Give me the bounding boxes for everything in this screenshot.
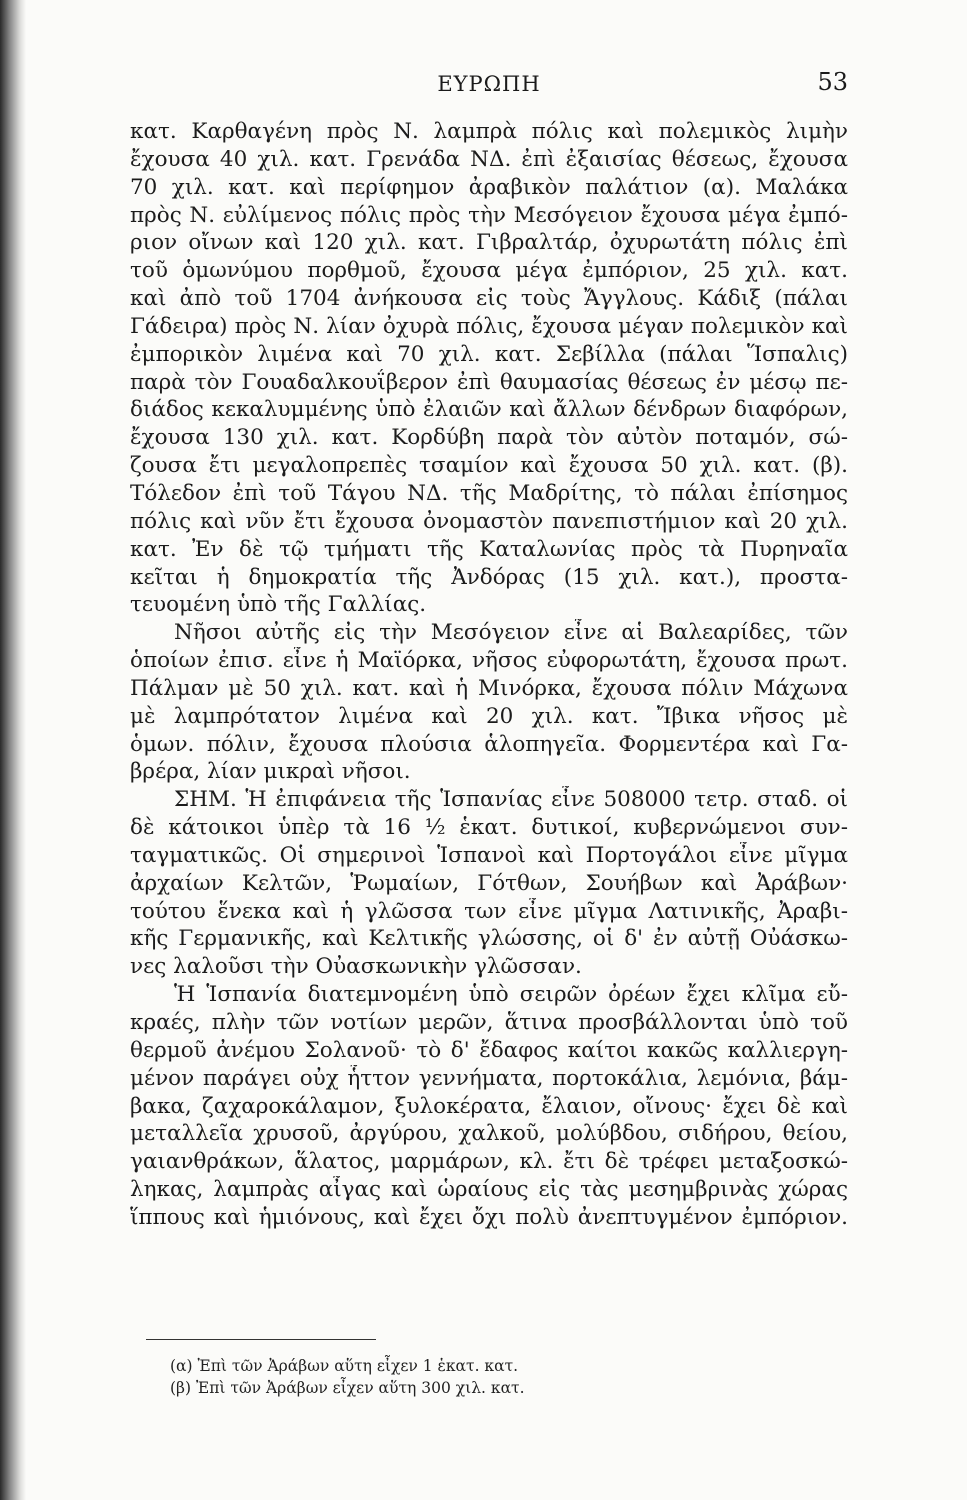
- running-head: [130, 68, 848, 102]
- text-line: ληκας, λαμπρὰς αἶγας καὶ ὡραίους εἰς τὰς μεσημβρινὰς χώρας: [130, 1177, 848, 1203]
- text-line: Πάλμαν μὲ 50 χιλ. κατ. καὶ ἡ Μινόρκα, ἔχουσα πόλιν Μάχωνα: [130, 675, 848, 701]
- text-line: κεῖται ἡ δημοκρατία τῆς Ἀνδόρας (15 χιλ. κατ.), προστα-: [130, 564, 848, 590]
- text-line: καὶ ἀπὸ τοῦ 1704 ἀνήκουσα εἰς τοὺς Ἄγγλους. Κάδιξ (πάλαι: [130, 286, 848, 312]
- text-line: ἔχουσα 40 χιλ. κατ. Γρενάδα ΝΔ. ἐπὶ ἐξαισίας θέσεως, ἔχουσα: [130, 146, 848, 172]
- text-line: ζουσα ἔτι μεγαλοπρεπὲς τσαμίον καὶ ἔχουσα 50 χιλ. κατ. (β).: [130, 453, 848, 479]
- text-line: Γάδειρα) πρὸς Ν. λίαν ὀχυρὰ πόλις, ἔχουσα μέγαν πολεμικὸν καὶ: [130, 313, 848, 339]
- text-line: μένον παράγει οὐχ ἧττον γεννήματα, πορτοκάλια, λεμόνια, βάμ-: [130, 1065, 848, 1091]
- text-line: κραές, πλὴν τῶν νοτίων μερῶν, ἅτινα προσβάλλονται ὑπὸ τοῦ: [130, 1010, 848, 1035]
- page-title: ΕΥΡΩΠΗ: [437, 72, 541, 96]
- text-line: παρὰ τὸν Γουαδαλκουΐβερον ἐπὶ θαυμασίας θέσεως ἐν μέσῳ πε-: [130, 369, 848, 395]
- page-number: 53: [817, 68, 848, 96]
- text-line: Ἡ Ἱσπανία διατεμνομένη ὑπὸ σειρῶν ὀρέων ἔχει κλῖμα εὔ-: [174, 982, 848, 1008]
- footnote-a: (α) Ἐπὶ τῶν Ἀράβων αὕτη εἶχεν 1 ἑκατ. κατ.: [170, 1357, 519, 1375]
- footnote-b: (β) Ἐπὶ τῶν Ἀράβων εἶχεν αὕτη 300 χιλ. κατ.: [170, 1379, 525, 1397]
- text-line: Νῆσοι αὐτῆς εἰς τὴν Μεσόγειον εἶνε αἱ Βαλεαρίδες, τῶν: [174, 620, 848, 646]
- text-line: κατ. Καρθαγένη πρὸς Ν. λαμπρὰ πόλις καὶ πολεμικὸς λιμὴν: [130, 119, 848, 144]
- text-line: τευομένη ὑπὸ τῆς Γαλλίας.: [130, 592, 427, 618]
- text-line: ριον οἴνων καὶ 120 χιλ. κατ. Γιβραλτάρ, ὀχυρωτάτη πόλις ἐπὶ: [130, 230, 848, 256]
- text-line: ἵππους καὶ ἡμιόνους, καὶ ἔχει ὄχι πολὺ ἀνεπτυγμένον ἐμπόριον.: [130, 1204, 848, 1230]
- footnote-rule: [146, 1339, 376, 1340]
- text-line: βρέρα, λίαν μικραὶ νῆσοι.: [130, 759, 411, 785]
- text-line: διάδος κεκαλυμμένης ὑπὸ ἐλαιῶν καὶ ἄλλων δένδρων διαφόρων,: [130, 397, 848, 423]
- text-line: δὲ κάτοικοι ὑπὲρ τὰ 16 ½ ἑκατ. δυτικοί, κυβερνώμενοι συν-: [130, 815, 848, 841]
- text-line: κῆς Γερμανικῆς, καὶ Κελτικῆς γλώσσης, οἱ δ' ἐν αὐτῇ Οὐάσκω-: [130, 926, 848, 952]
- text-line: κατ. Ἐν δὲ τῷ τμήματι τῆς Καταλωνίας πρὸς τὰ Πυρηναῖα: [130, 536, 848, 562]
- text-line: ἔχουσα 130 χιλ. κατ. Κορδύβη παρὰ τὸν αὐτὸν ποταμόν, σώ-: [130, 425, 848, 451]
- text-line: πόλις καὶ νῦν ἔτι ἔχουσα ὀνομαστὸν πανεπιστήμιον καὶ 20 χιλ.: [130, 508, 848, 534]
- text-line: ἀρχαίων Κελτῶν, Ῥωμαίων, Γότθων, Σουήβων καὶ Ἀράβων·: [130, 870, 848, 896]
- footnotes: [170, 1355, 770, 1399]
- text-line: πρὸς Ν. εὐλίμενος πόλις πρὸς τὴν Μεσόγειον ἔχουσα μέγα ἐμπό-: [130, 202, 848, 228]
- text-line: 70 χιλ. κατ. καὶ περίφημον ἀραβικὸν παλάτιον (α). Μαλάκα: [130, 174, 848, 200]
- text-line: νες λαλοῦσι τὴν Οὐασκωνικὴν γλῶσσαν.: [130, 954, 582, 980]
- text-line: ὁποίων ἐπισ. εἶνε ἡ Μαϊόρκα, νῆσος εὐφορωτάτη, ἔχουσα πρωτ.: [130, 648, 848, 674]
- text-line: ὁμων. πόλιν, ἔχουσα πλούσια ἁλοπηγεῖα. Φορμεντέρα καὶ Γα-: [130, 731, 848, 757]
- book-binding-shadow: [0, 0, 26, 1500]
- text-line: ἐμπορικὸν λιμένα καὶ 70 χιλ. κατ. Σεβίλλα (πάλαι Ἵσπαλις): [130, 341, 848, 367]
- text-line: γαιανθράκων, ἅλατος, μαρμάρων, κλ. ἔτι δὲ τρέφει μεταξοσκώ-: [130, 1149, 848, 1175]
- text-line: Τόλεδον ἐπὶ τοῦ Τάγου ΝΔ. τῆς Μαδρίτης, τὸ πάλαι ἐπίσημος: [130, 480, 848, 506]
- text-line: τοῦ ὁμωνύμου πορθμοῦ, ἔχουσα μέγα ἐμπόριον, 25 χιλ. κατ.: [130, 258, 848, 284]
- body-text: [130, 118, 848, 1232]
- text-line: θερμοῦ ἀνέμου Σολανοῦ· τὸ δ' ἔδαφος καίτοι κακῶς καλλιεργη-: [130, 1037, 848, 1063]
- text-line: ταγματικῶς. Οἱ σημερινοὶ Ἱσπανοὶ καὶ Πορτογάλοι εἶνε μῖγμα: [130, 842, 848, 868]
- text-line: βακα, ζαχαροκάλαμον, ξυλοκέρατα, ἔλαιον, οἴνους· ἔχει δὲ καὶ: [130, 1093, 848, 1119]
- text-line: μεταλλεῖα χρυσοῦ, ἀργύρου, χαλκοῦ, μολύβδου, σιδήρου, θείου,: [130, 1121, 848, 1147]
- text-line: μὲ λαμπρότατον λιμένα καὶ 20 χιλ. κατ. Ἴβικα νῆσος μὲ: [130, 703, 848, 729]
- text-line: τούτου ἕνεκα καὶ ἡ γλῶσσα των εἶνε μῖγμα Λατινικῆς, Ἀραβι-: [130, 898, 848, 924]
- text-line: ΣΗΜ. Ἡ ἐπιφάνεια τῆς Ἱσπανίας εἶνε 508000 τετρ. σταδ. οἱ: [174, 787, 848, 813]
